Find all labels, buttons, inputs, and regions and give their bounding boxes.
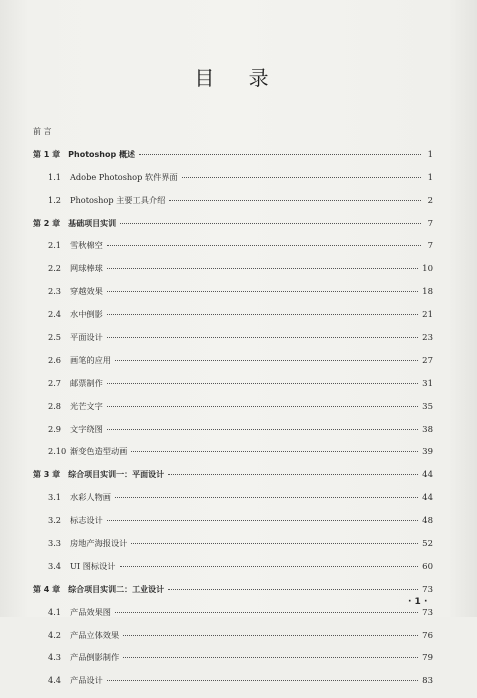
toc-section-row[interactable] — [33, 355, 433, 378]
section-page: 31 — [422, 378, 433, 389]
toc-section-row[interactable] — [33, 378, 433, 401]
section-page: 18 — [422, 287, 433, 298]
table-of-contents — [33, 126, 433, 698]
dot-leader — [139, 153, 421, 155]
page-title: 目 录 — [194, 66, 283, 90]
dot-leader — [115, 359, 418, 361]
section-number: 3.2 — [48, 515, 62, 526]
section-title: 网球棒球 — [70, 263, 103, 274]
section-page: 60 — [422, 561, 433, 572]
section-title: 平面设计 — [70, 332, 103, 343]
dot-leader — [131, 542, 418, 544]
toc-section-row[interactable] — [33, 492, 433, 515]
page-number: · 1 · — [408, 597, 428, 607]
section-title: 标志设计 — [70, 515, 103, 526]
dot-leader — [107, 313, 418, 315]
section-title: 画笔的应用 — [70, 354, 111, 365]
section-page: 1 — [427, 172, 433, 183]
toc-section-row[interactable] — [33, 172, 433, 195]
dot-leader — [107, 519, 418, 521]
section-number: 3.1 — [48, 492, 62, 503]
dot-leader — [107, 290, 418, 292]
dot-leader — [123, 634, 418, 636]
chapter-title: 基础项目实训 — [68, 218, 117, 228]
section-page: 48 — [422, 516, 433, 527]
toc-section-row[interactable] — [33, 424, 433, 447]
section-page: 21 — [422, 310, 433, 321]
dot-leader — [115, 496, 418, 498]
section-page: 7 — [427, 241, 433, 252]
chapter-number: 第 1 章 — [33, 149, 61, 159]
section-number: 4.2 — [48, 629, 62, 640]
toc-section-row[interactable] — [33, 515, 433, 538]
dot-leader — [120, 222, 421, 224]
toc-chapter-row[interactable] — [33, 584, 433, 607]
dot-leader — [168, 473, 418, 475]
toc-section-row[interactable] — [33, 561, 433, 584]
toc-section-row[interactable] — [33, 401, 433, 424]
section-page: 27 — [422, 355, 433, 366]
section-page: 35 — [422, 401, 433, 412]
section-page: 10 — [422, 264, 433, 275]
dot-leader — [107, 679, 418, 681]
section-title: 水彩人物画 — [70, 492, 111, 503]
section-page: 76 — [422, 630, 433, 641]
section-title: 穿越效果 — [70, 286, 103, 297]
section-title: Photoshop 主要工具介绍 — [70, 194, 166, 205]
section-number: 2.2 — [48, 263, 62, 274]
chapter-page: 44 — [422, 470, 433, 481]
section-title: 产品立体效果 — [70, 629, 120, 640]
dot-leader — [123, 656, 418, 658]
section-number: 2.5 — [48, 332, 62, 343]
chapter-number: 第 4 章 — [33, 584, 61, 594]
toc-section-row[interactable] — [33, 607, 433, 630]
section-page: 44 — [422, 493, 433, 504]
section-title: 产品效果图 — [70, 606, 111, 617]
toc-section-row[interactable] — [33, 630, 433, 653]
dot-leader — [107, 382, 418, 384]
toc-section-row[interactable] — [33, 240, 433, 263]
dot-leader — [169, 199, 421, 201]
chapter-page: 1 — [427, 149, 433, 160]
section-title: 水中倒影 — [70, 309, 103, 320]
section-title: 产品设计 — [70, 675, 103, 686]
section-number: 4.1 — [48, 606, 62, 617]
section-number: 2.4 — [48, 309, 62, 320]
toc-section-row[interactable] — [33, 286, 433, 309]
chapter-title: Photoshop 概述 — [68, 149, 135, 159]
toc-section-row[interactable] — [33, 538, 433, 561]
section-number: 1.1 — [48, 171, 62, 182]
section-title: 文字绕图 — [70, 423, 103, 434]
toc-preface-label: 前 言 — [33, 127, 52, 136]
section-number: 3.4 — [48, 560, 62, 571]
dot-leader — [107, 428, 418, 430]
section-page: 83 — [422, 676, 433, 687]
section-number: 2.1 — [48, 240, 62, 251]
dot-leader — [182, 176, 421, 178]
dot-leader — [107, 405, 418, 407]
dot-leader — [120, 565, 419, 567]
section-number: 1.2 — [48, 194, 62, 205]
toc-preface — [33, 126, 433, 149]
section-number: 4.4 — [48, 675, 62, 686]
section-title: 光芒文字 — [70, 400, 103, 411]
chapter-title: 综合项目实训二：工业设计 — [68, 584, 165, 594]
toc-chapter-row[interactable] — [33, 149, 433, 172]
section-title: 雪秋棉空 — [70, 240, 103, 251]
dot-leader — [131, 450, 418, 452]
section-title: Adobe Photoshop 软件界面 — [70, 171, 178, 182]
chapter-page: 7 — [427, 218, 433, 229]
section-title: 邮票制作 — [70, 377, 103, 388]
section-number: 4.3 — [48, 652, 62, 663]
section-number: 2.3 — [48, 286, 62, 297]
chapter-page: 73 — [422, 584, 433, 595]
section-number: 2.6 — [48, 354, 62, 365]
section-page: 52 — [422, 539, 433, 550]
section-number: 2.9 — [48, 423, 62, 434]
section-page: 79 — [422, 653, 433, 664]
section-number: 2.8 — [48, 400, 62, 411]
chapter-title: 综合项目实训一：平面设计 — [68, 470, 165, 480]
toc-section-row[interactable] — [33, 309, 433, 332]
section-page: 2 — [427, 195, 433, 206]
section-page: 73 — [422, 607, 433, 618]
dot-leader — [115, 611, 418, 613]
toc-section-row[interactable] — [33, 263, 433, 286]
toc-section-row[interactable] — [33, 332, 433, 355]
toc-section-row[interactable] — [33, 446, 433, 469]
chapter-number: 第 2 章 — [33, 218, 61, 228]
toc-section-row[interactable] — [33, 675, 433, 698]
chapter-number: 第 3 章 — [33, 470, 61, 480]
toc-section-row[interactable] — [33, 195, 433, 218]
toc-chapter-row[interactable] — [33, 218, 433, 241]
dot-leader — [168, 588, 418, 590]
dot-leader — [107, 244, 421, 246]
section-number: 2.7 — [48, 377, 62, 388]
section-page: 39 — [422, 447, 433, 458]
dot-leader — [107, 336, 418, 338]
section-title: 渐变色造型动画 — [70, 446, 128, 457]
toc-chapter-row[interactable] — [33, 469, 433, 492]
dot-leader — [107, 267, 418, 269]
section-page: 38 — [422, 424, 433, 435]
section-number: 3.3 — [48, 538, 62, 549]
toc-section-row[interactable] — [33, 652, 433, 675]
section-page: 23 — [422, 333, 433, 344]
section-title: 产品倒影制作 — [70, 652, 120, 663]
section-title: UI 图标设计 — [70, 560, 116, 571]
section-number: 2.10 — [48, 446, 67, 457]
section-title: 房地产海报设计 — [70, 538, 128, 549]
